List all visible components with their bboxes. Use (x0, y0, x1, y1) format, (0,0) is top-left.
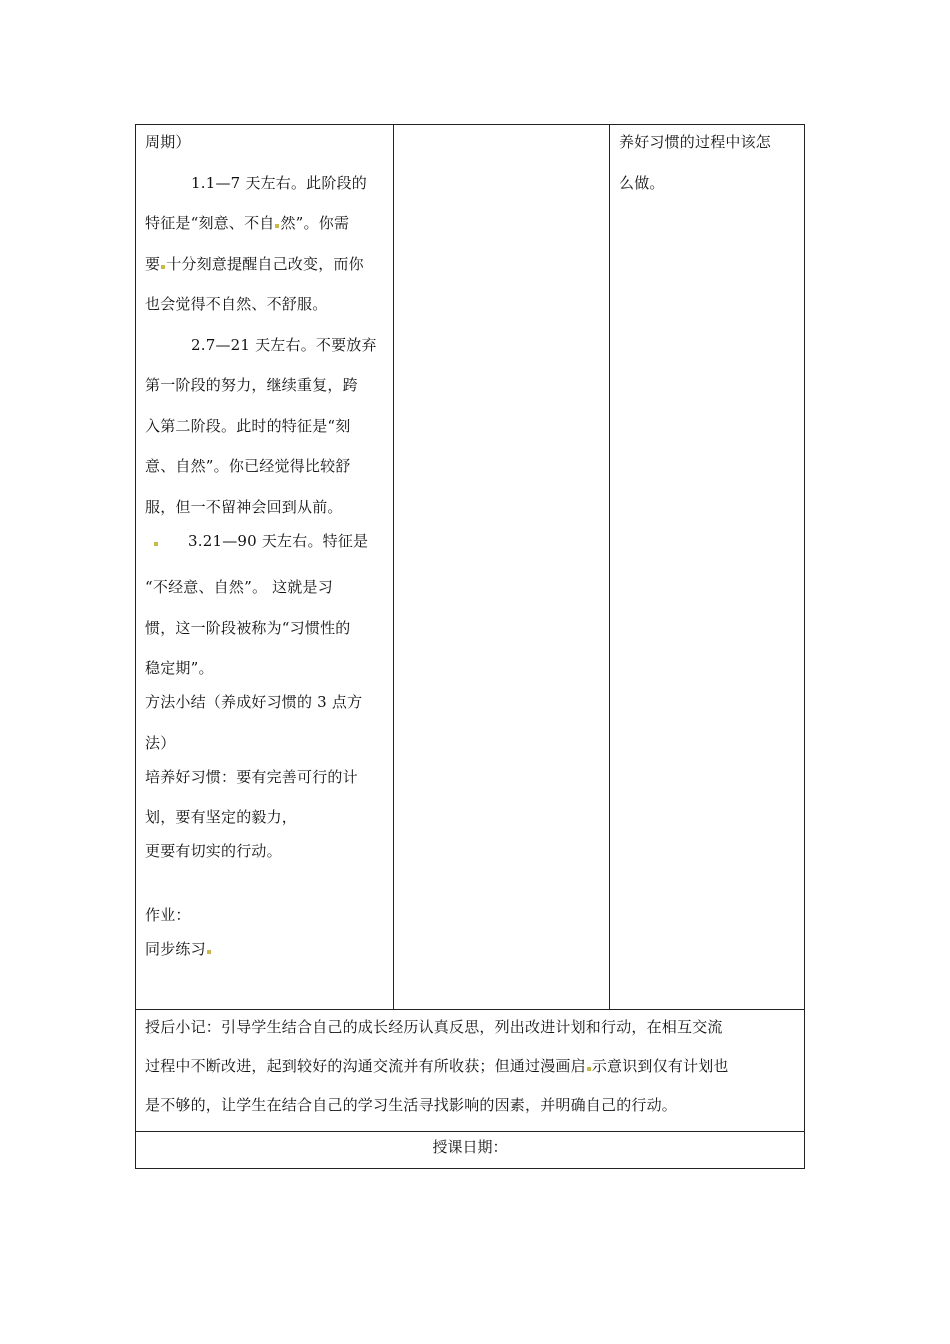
text-line: 2.7—21 天左右。不要放弃 (191, 335, 377, 354)
teaching-content-cell (136, 125, 394, 1009)
text-line: 法） (145, 733, 176, 752)
text-line: 1.1—7 天左右。此阶段的 (191, 173, 367, 192)
text-line (145, 1053, 796, 1092)
text-fragment: 特征是“刻意、不自 (145, 214, 275, 232)
text-line (145, 251, 385, 292)
text-fragment: 要 (145, 254, 161, 273)
text-line: 培养好习惯：要有完善可行的计 (145, 767, 358, 786)
text-line (145, 528, 385, 569)
text-fragment: 过程中不断改进，起到较好的沟通交流并有所收获；但通过漫画启 (145, 1057, 586, 1075)
marker-dot (207, 950, 211, 954)
text-line (145, 936, 385, 977)
marker-dot (161, 265, 165, 269)
text-fragment: 示意识到仅有计划也 (591, 1057, 729, 1075)
lesson-table (135, 124, 805, 1169)
text-line: 稳定期”。 (145, 659, 214, 677)
text-line: 周期） (145, 133, 191, 151)
text-line: 第一阶段的努力，继续重复，跨 (145, 376, 358, 394)
text-line: 授后小记：引导学生结合自己的成长经历认真反思，列出改进计划和行动，在相互交流 (145, 1018, 723, 1036)
lesson-date: 授课日期： (432, 1138, 508, 1156)
content-row (136, 125, 804, 1010)
text-fragment: 3.21—90 天左右。特征是 (188, 531, 369, 550)
text-line: 入第二阶段。此时的特征是“刻 (145, 416, 351, 435)
text-line: 划，要有坚定的毅力， (145, 808, 298, 826)
design-intent-cell (610, 125, 804, 1009)
text-line: 养好习惯的过程中该怎 (619, 133, 772, 151)
text-line: 惯，这一阶段被称为“习惯性的 (145, 618, 351, 637)
text-line: 方法小结（养成好习惯的 3 点方 (145, 693, 363, 711)
text-fragment: 然”。你需 (280, 214, 350, 232)
text-line: 也会觉得不自然、不舒服。 (145, 295, 328, 313)
empty-cell (394, 125, 610, 1009)
text-line: 是不够的，让学生在结合自己的学习生活寻找影响的因素，并明确自己的行动。 (145, 1096, 678, 1114)
text-line: 作业： (145, 906, 191, 924)
text-line: 更要有切实的行动。 (145, 842, 282, 860)
text-fragment: 同步练习 (145, 940, 206, 958)
text-line: “不经意、自然”。 这就是习 (145, 578, 333, 596)
text-line: 么做。 (619, 173, 665, 192)
text-line: 意、自然”。你已经觉得比较舒 (145, 457, 351, 475)
text-line: 服，但一不留神会回到从前。 (145, 497, 343, 516)
marker-dot (275, 224, 279, 228)
text-fragment: 十分刻意提醒自己改变，而你 (166, 254, 364, 273)
post-lesson-notes (136, 1010, 804, 1132)
marker-dot (587, 1067, 591, 1071)
text-line (145, 210, 385, 251)
marker-dot (154, 542, 158, 546)
